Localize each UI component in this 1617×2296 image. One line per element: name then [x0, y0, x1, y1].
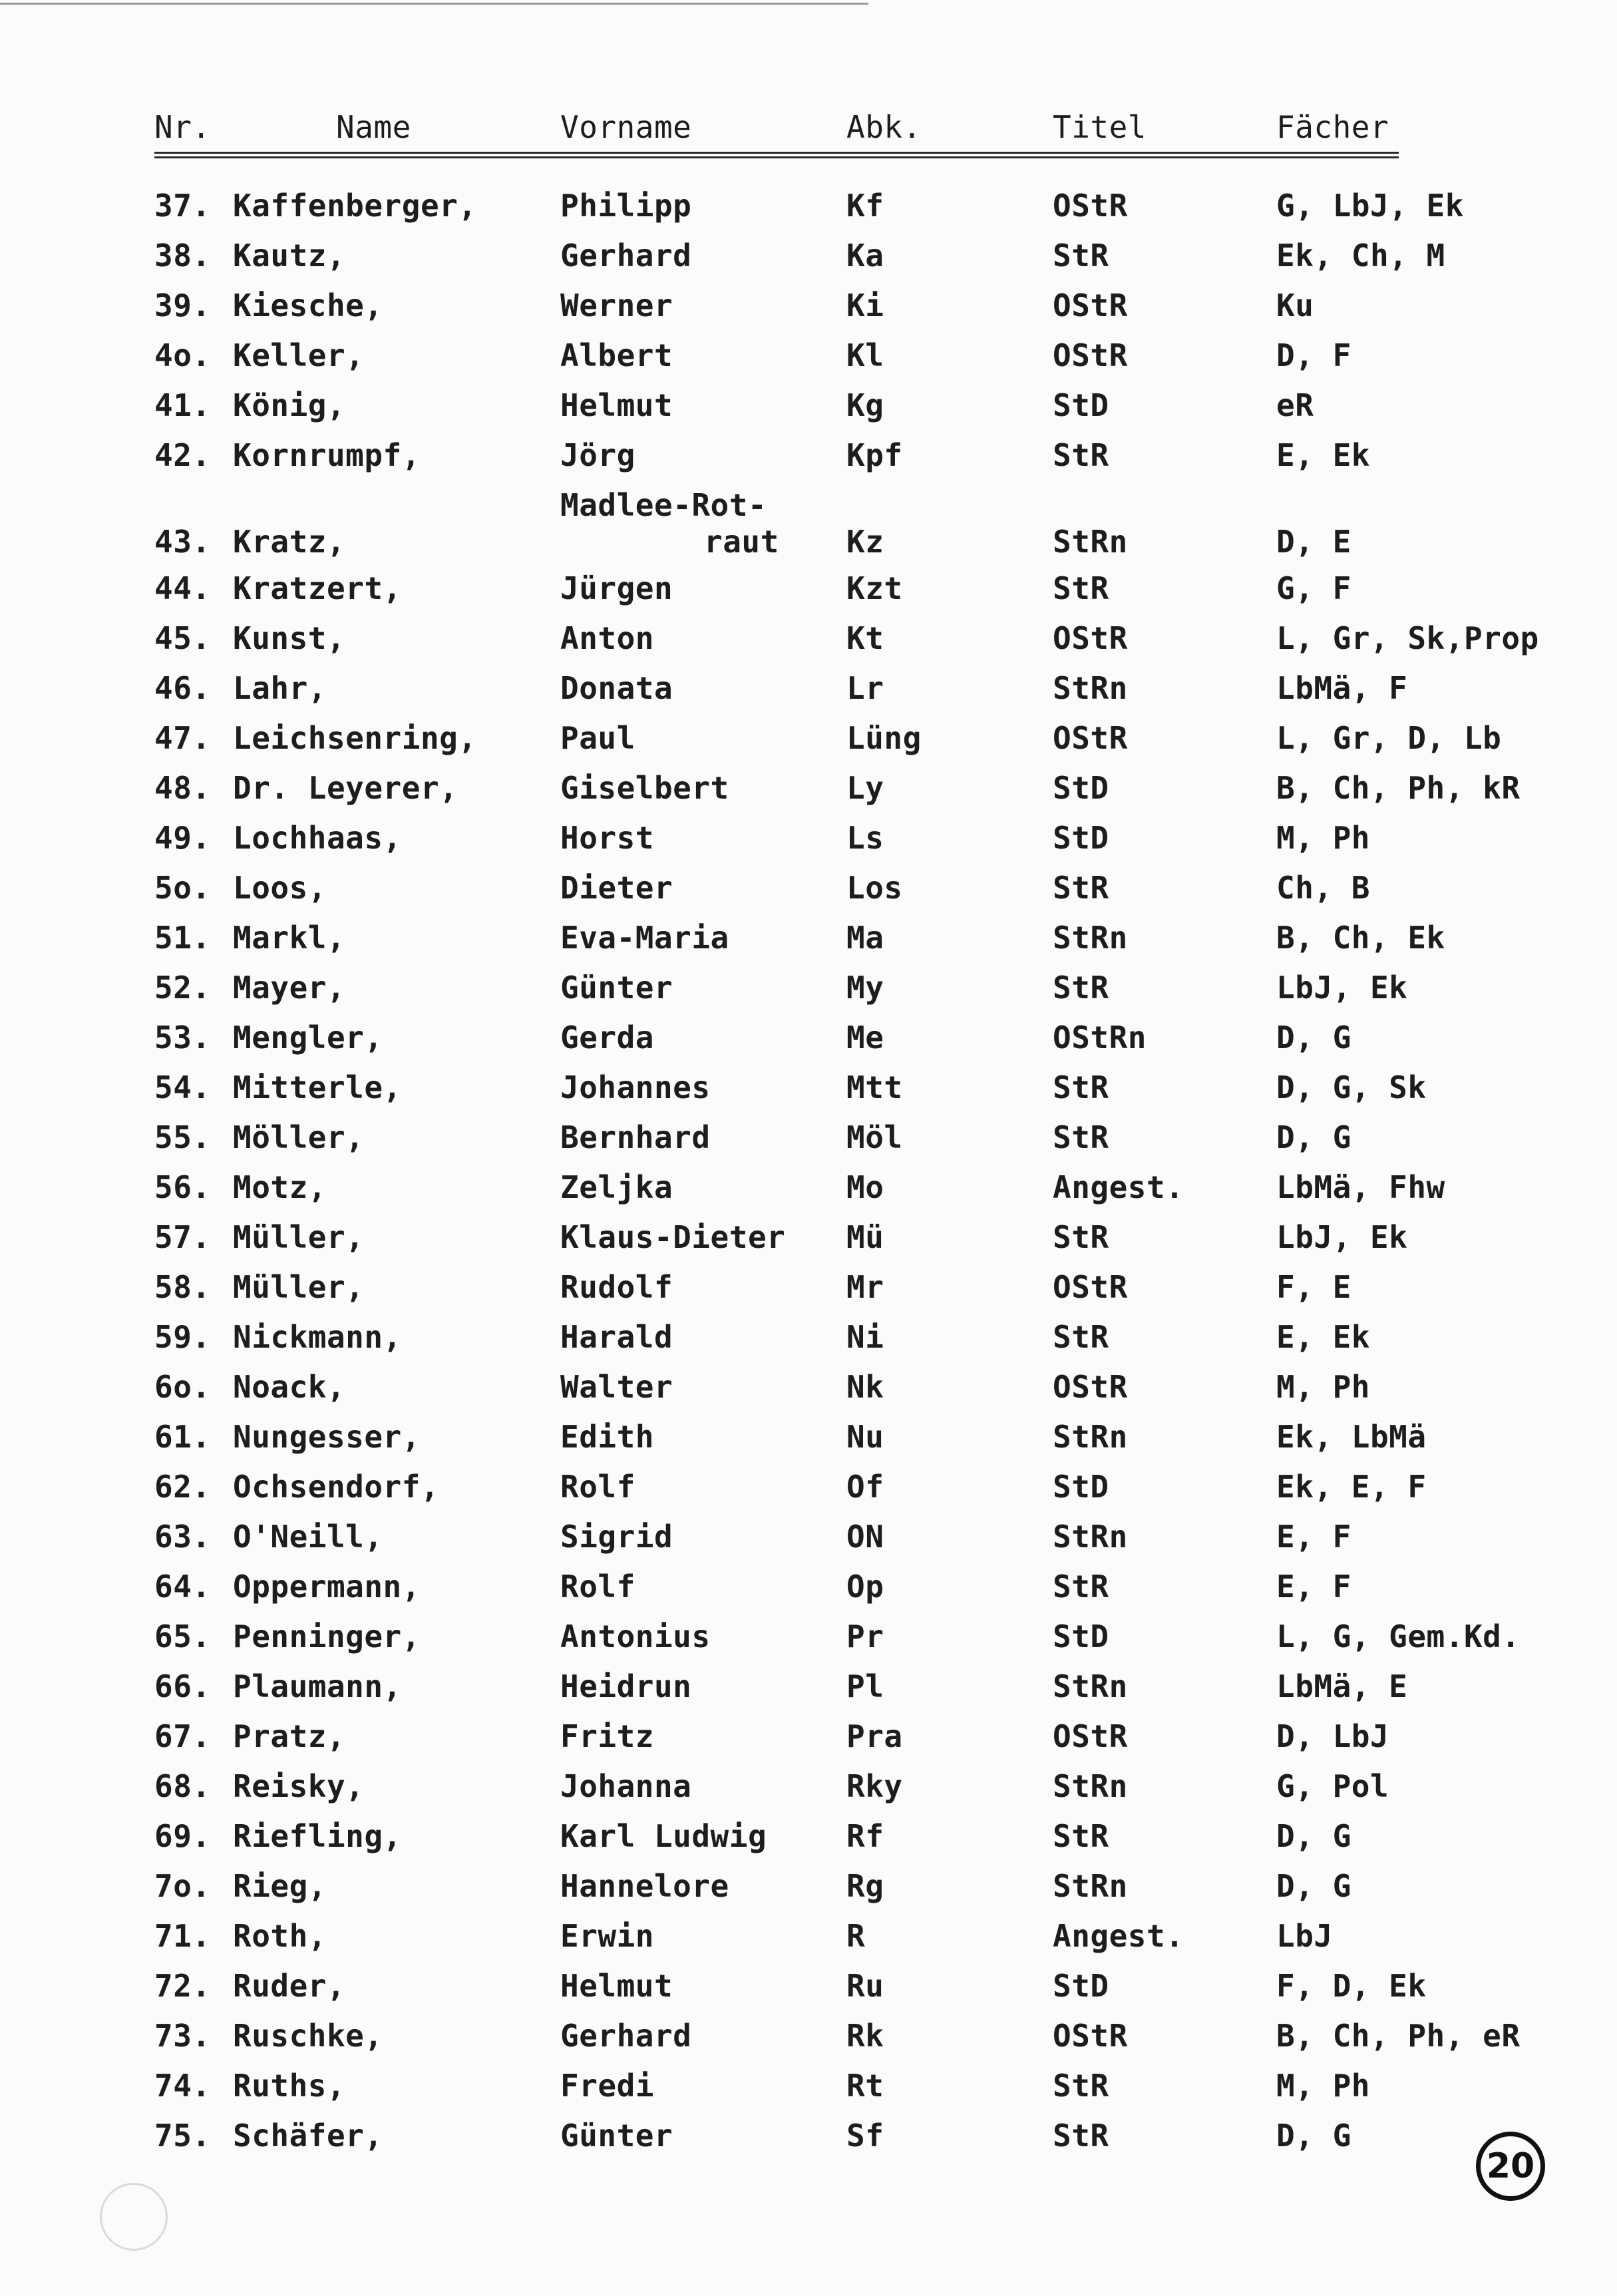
cell-name: Mayer, [233, 970, 346, 1006]
cell-faecher: M, Ph [1276, 820, 1370, 856]
cell-vorname: Rolf [560, 1469, 635, 1505]
cell-abk: Ki [846, 287, 884, 323]
cell-nr: 37. [154, 188, 211, 224]
cell-faecher: D, G [1276, 1868, 1351, 1904]
cell-name: Kunst, [233, 620, 346, 656]
cell-abk: Lüng [846, 720, 922, 756]
cell-nr: 75. [154, 2118, 211, 2154]
cell-abk: Ni [846, 1319, 884, 1355]
cell-name: Ruschke, [233, 2018, 383, 2054]
cell-faecher: G, Pol [1276, 1768, 1389, 1804]
cell-abk: Ka [846, 238, 884, 274]
cell-titel: StR [1053, 1119, 1109, 1155]
cell-abk: Kpf [846, 437, 903, 473]
cell-name: Kratz, [233, 524, 346, 560]
cell-nr: 51. [154, 920, 211, 956]
cell-titel: StR [1053, 238, 1109, 274]
cell-name: Kaffenberger, [233, 188, 477, 224]
cell-titel: StD [1053, 1619, 1109, 1654]
cell-name: Nickmann, [233, 1319, 402, 1355]
cell-abk: Kg [846, 387, 884, 423]
cell-vorname-continuation: raut [704, 524, 779, 560]
cell-abk: Kf [846, 188, 884, 224]
cell-nr: 5o. [154, 870, 211, 906]
cell-vorname: Helmut [560, 387, 673, 423]
cell-nr: 43. [154, 524, 211, 560]
cell-vorname: Rolf [560, 1569, 635, 1605]
cell-titel: Angest. [1053, 1918, 1184, 1954]
cell-nr: 49. [154, 820, 211, 856]
cell-titel: StRn [1053, 1868, 1128, 1904]
cell-titel: StRn [1053, 1519, 1128, 1555]
cell-titel: StR [1053, 1069, 1109, 1105]
cell-abk: My [846, 970, 884, 1006]
cell-faecher: LbJ [1276, 1918, 1333, 1954]
cell-nr: 57. [154, 1219, 211, 1255]
cell-vorname: Johanna [560, 1768, 692, 1804]
cell-vorname: Madlee-Rot- [560, 487, 767, 523]
cell-nr: 53. [154, 1020, 211, 1055]
cell-titel: StRn [1053, 524, 1128, 560]
cell-titel: StR [1053, 2068, 1109, 2104]
cell-titel: StR [1053, 570, 1109, 606]
cell-name: Mitterle, [233, 1069, 402, 1105]
cell-faecher: B, Ch, Ph, eR [1276, 2018, 1521, 2054]
cell-faecher: B, Ch, Ek [1276, 920, 1445, 956]
cell-faecher: L, Gr, Sk,Prop [1276, 620, 1539, 656]
cell-name: Rieg, [233, 1868, 327, 1904]
cell-faecher: D, G [1276, 1119, 1351, 1155]
cell-abk: Kz [846, 524, 884, 560]
cell-nr: 48. [154, 770, 211, 806]
cell-faecher: D, G, Sk [1276, 1069, 1427, 1105]
cell-nr: 64. [154, 1569, 211, 1605]
cell-nr: 62. [154, 1469, 211, 1505]
cell-abk: Mü [846, 1219, 884, 1255]
cell-abk: Kt [846, 620, 884, 656]
cell-vorname: Dieter [560, 870, 673, 906]
cell-faecher: LbMä, E [1276, 1668, 1408, 1704]
header-faecher: Fächer [1276, 109, 1389, 145]
cell-titel: StRn [1053, 920, 1128, 956]
cell-faecher: Ek, E, F [1276, 1469, 1427, 1505]
cell-abk: Rt [846, 2068, 884, 2104]
cell-abk: Nk [846, 1369, 884, 1405]
cell-faecher: D, G [1276, 1818, 1351, 1854]
cell-faecher: Ek, Ch, M [1276, 238, 1445, 274]
cell-abk: Rf [846, 1818, 884, 1854]
cell-titel: StR [1053, 1319, 1109, 1355]
cell-nr: 69. [154, 1818, 211, 1854]
cell-abk: Op [846, 1569, 884, 1605]
cell-name: Kratzert, [233, 570, 402, 606]
cell-titel: OStR [1053, 2018, 1128, 2054]
cell-nr: 71. [154, 1918, 211, 1954]
cell-nr: 68. [154, 1768, 211, 1804]
cell-titel: OStR [1053, 188, 1128, 224]
cell-abk: Mtt [846, 1069, 903, 1105]
cell-abk: Ru [846, 1968, 884, 2004]
cell-name: Pratz, [233, 1718, 346, 1754]
cell-name: Keller, [233, 337, 365, 373]
cell-abk: Mr [846, 1269, 884, 1305]
cell-vorname: Jürgen [560, 570, 673, 606]
cell-name: Penninger, [233, 1619, 421, 1654]
cell-abk: Of [846, 1469, 884, 1505]
cell-name: Plaumann, [233, 1668, 402, 1704]
cell-faecher: LbJ, Ek [1276, 970, 1408, 1006]
cell-name: Lahr, [233, 670, 327, 706]
cell-faecher: LbJ, Ek [1276, 1219, 1408, 1255]
cell-name: Kiesche, [233, 287, 383, 323]
cell-titel: StR [1053, 970, 1109, 1006]
cell-nr: 54. [154, 1069, 211, 1105]
header-titel: Titel [1053, 109, 1147, 145]
cell-vorname: Zeljka [560, 1169, 673, 1205]
cell-titel: OStR [1053, 1718, 1128, 1754]
cell-vorname: Helmut [560, 1968, 673, 2004]
cell-faecher: LbMä, F [1276, 670, 1408, 706]
cell-nr: 67. [154, 1718, 211, 1754]
cell-titel: Angest. [1053, 1169, 1184, 1205]
cell-abk: Kl [846, 337, 884, 373]
cell-abk: Pl [846, 1668, 884, 1704]
cell-faecher: D, E [1276, 524, 1351, 560]
cell-vorname: Fredi [560, 2068, 654, 2104]
cell-name: Müller, [233, 1269, 365, 1305]
cell-name: Riefling, [233, 1818, 402, 1854]
cell-titel: StRn [1053, 1768, 1128, 1804]
cell-abk: Rky [846, 1768, 903, 1804]
cell-titel: StD [1053, 820, 1109, 856]
cell-titel: StR [1053, 870, 1109, 906]
cell-faecher: F, D, Ek [1276, 1968, 1427, 2004]
cell-faecher: E, Ek [1276, 1319, 1370, 1355]
cell-faecher: M, Ph [1276, 2068, 1370, 2104]
cell-abk: ON [846, 1519, 884, 1555]
cell-nr: 56. [154, 1169, 211, 1205]
cell-titel: OStR [1053, 1369, 1128, 1405]
cell-vorname: Johannes [560, 1069, 711, 1105]
cell-name: Müller, [233, 1219, 365, 1255]
cell-vorname: Gerda [560, 1020, 654, 1055]
cell-abk: Lr [846, 670, 884, 706]
cell-nr: 47. [154, 720, 211, 756]
cell-nr: 6o. [154, 1369, 211, 1405]
cell-abk: R [846, 1918, 866, 1954]
cell-faecher: D, G [1276, 2118, 1351, 2154]
cell-nr: 42. [154, 437, 211, 473]
cell-name: Ruder, [233, 1968, 346, 2004]
cell-vorname: Giselbert [560, 770, 729, 806]
cell-abk: Sf [846, 2118, 884, 2154]
cell-nr: 44. [154, 570, 211, 606]
cell-faecher: E, F [1276, 1519, 1351, 1555]
cell-vorname: Paul [560, 720, 635, 756]
cell-nr: 4o. [154, 337, 211, 373]
cell-nr: 72. [154, 1968, 211, 2004]
cell-nr: 61. [154, 1419, 211, 1455]
cell-name: Möller, [233, 1119, 365, 1155]
header-abk: Abk. [846, 109, 922, 145]
cell-vorname: Günter [560, 970, 673, 1006]
cell-vorname: Eva-Maria [560, 920, 729, 956]
cell-faecher: D, LbJ [1276, 1718, 1389, 1754]
cell-name: König, [233, 387, 346, 423]
header-vorname: Vorname [560, 109, 692, 145]
cell-titel: OStR [1053, 287, 1128, 323]
cell-name: Kornrumpf, [233, 437, 421, 473]
header-name: Name [336, 109, 411, 145]
cell-name: Lochhaas, [233, 820, 402, 856]
faint-stamp [100, 2183, 168, 2251]
cell-nr: 7o. [154, 1868, 211, 1904]
cell-nr: 73. [154, 2018, 211, 2054]
cell-titel: StRn [1053, 670, 1128, 706]
header-separator [154, 152, 1399, 158]
cell-faecher: LbMä, Fhw [1276, 1169, 1445, 1205]
cell-vorname: Karl Ludwig [560, 1818, 767, 1854]
cell-titel: StR [1053, 1818, 1109, 1854]
cell-name: Nungesser, [233, 1419, 421, 1455]
cell-name: Oppermann, [233, 1569, 421, 1605]
cell-abk: Mo [846, 1169, 884, 1205]
cell-titel: StD [1053, 1469, 1109, 1505]
cell-vorname: Günter [560, 2118, 673, 2154]
cell-name: Motz, [233, 1169, 327, 1205]
cell-abk: Rk [846, 2018, 884, 2054]
page-number: 20 [1486, 2146, 1535, 2186]
cell-vorname: Edith [560, 1419, 654, 1455]
cell-vorname: Erwin [560, 1918, 654, 1954]
cell-faecher: L, Gr, D, Lb [1276, 720, 1502, 756]
cell-faecher: Ch, B [1276, 870, 1370, 906]
cell-name: O'Neill, [233, 1519, 383, 1555]
cell-faecher: D, G [1276, 1020, 1351, 1055]
cell-vorname: Klaus-Dieter [560, 1219, 786, 1255]
cell-nr: 59. [154, 1319, 211, 1355]
cell-faecher: Ku [1276, 287, 1314, 323]
header-nr: Nr. [154, 109, 211, 145]
cell-faecher: M, Ph [1276, 1369, 1370, 1405]
cell-nr: 39. [154, 287, 211, 323]
cell-faecher: E, F [1276, 1569, 1351, 1605]
cell-nr: 52. [154, 970, 211, 1006]
cell-vorname: Harald [560, 1319, 673, 1355]
cell-titel: StR [1053, 437, 1109, 473]
cell-faecher: L, G, Gem.Kd. [1276, 1619, 1521, 1654]
cell-vorname: Sigrid [560, 1519, 673, 1555]
cell-titel: OStR [1053, 620, 1128, 656]
cell-nr: 55. [154, 1119, 211, 1155]
cell-vorname: Walter [560, 1369, 673, 1405]
cell-faecher: eR [1276, 387, 1314, 423]
cell-abk: Kzt [846, 570, 903, 606]
cell-abk: Pr [846, 1619, 884, 1654]
cell-faecher: E, Ek [1276, 437, 1370, 473]
cell-name: Leichsenring, [233, 720, 477, 756]
cell-vorname: Fritz [560, 1718, 654, 1754]
cell-name: Roth, [233, 1918, 327, 1954]
cell-abk: Ma [846, 920, 884, 956]
cell-titel: StRn [1053, 1419, 1128, 1455]
cell-name: Ruths, [233, 2068, 346, 2104]
cell-titel: StR [1053, 1569, 1109, 1605]
cell-abk: Los [846, 870, 903, 906]
cell-faecher: G, F [1276, 570, 1351, 606]
cell-vorname: Hannelore [560, 1868, 729, 1904]
cell-name: Mengler, [233, 1020, 383, 1055]
cell-name: Noack, [233, 1369, 346, 1405]
cell-titel: StD [1053, 387, 1109, 423]
cell-abk: Ly [846, 770, 884, 806]
cell-abk: Pra [846, 1718, 903, 1754]
cell-vorname: Gerhard [560, 238, 692, 274]
cell-vorname: Albert [560, 337, 673, 373]
cell-nr: 58. [154, 1269, 211, 1305]
cell-titel: OStR [1053, 337, 1128, 373]
cell-name: Dr. Leyerer, [233, 770, 458, 806]
cell-vorname: Gerhard [560, 2018, 692, 2054]
cell-abk: Rg [846, 1868, 884, 1904]
cell-nr: 45. [154, 620, 211, 656]
cell-abk: Möl [846, 1119, 903, 1155]
cell-faecher: F, E [1276, 1269, 1351, 1305]
cell-faecher: D, F [1276, 337, 1351, 373]
cell-nr: 65. [154, 1619, 211, 1654]
cell-name: Kautz, [233, 238, 346, 274]
cell-abk: Ls [846, 820, 884, 856]
cell-titel: OStR [1053, 1269, 1128, 1305]
cell-vorname: Donata [560, 670, 673, 706]
cell-vorname: Philipp [560, 188, 692, 224]
cell-vorname: Jörg [560, 437, 635, 473]
cell-titel: StR [1053, 2118, 1109, 2154]
cell-titel: StRn [1053, 1668, 1128, 1704]
cell-titel: StR [1053, 1219, 1109, 1255]
cell-vorname: Antonius [560, 1619, 711, 1654]
cell-titel: OStRn [1053, 1020, 1147, 1055]
cell-titel: StD [1053, 1968, 1109, 2004]
cell-abk: Nu [846, 1419, 884, 1455]
cell-nr: 63. [154, 1519, 211, 1555]
cell-nr: 74. [154, 2068, 211, 2104]
cell-faecher: Ek, LbMä [1276, 1419, 1427, 1455]
cell-name: Loos, [233, 870, 327, 906]
cell-vorname: Anton [560, 620, 654, 656]
cell-vorname: Rudolf [560, 1269, 673, 1305]
cell-titel: OStR [1053, 720, 1128, 756]
cell-name: Reisky, [233, 1768, 365, 1804]
page-number-badge [1476, 2132, 1545, 2201]
cell-nr: 46. [154, 670, 211, 706]
cell-faecher: G, LbJ, Ek [1276, 188, 1464, 224]
cell-nr: 38. [154, 238, 211, 274]
cell-vorname: Horst [560, 820, 654, 856]
cell-titel: StD [1053, 770, 1109, 806]
cell-abk: Me [846, 1020, 884, 1055]
cell-vorname: Werner [560, 287, 673, 323]
cell-nr: 66. [154, 1668, 211, 1704]
cell-name: Markl, [233, 920, 346, 956]
cell-vorname: Heidrun [560, 1668, 692, 1704]
top-edge-rule [0, 3, 868, 5]
cell-name: Ochsendorf, [233, 1469, 440, 1505]
cell-faecher: B, Ch, Ph, kR [1276, 770, 1521, 806]
cell-vorname: Bernhard [560, 1119, 711, 1155]
cell-name: Schäfer, [233, 2118, 383, 2154]
cell-nr: 41. [154, 387, 211, 423]
